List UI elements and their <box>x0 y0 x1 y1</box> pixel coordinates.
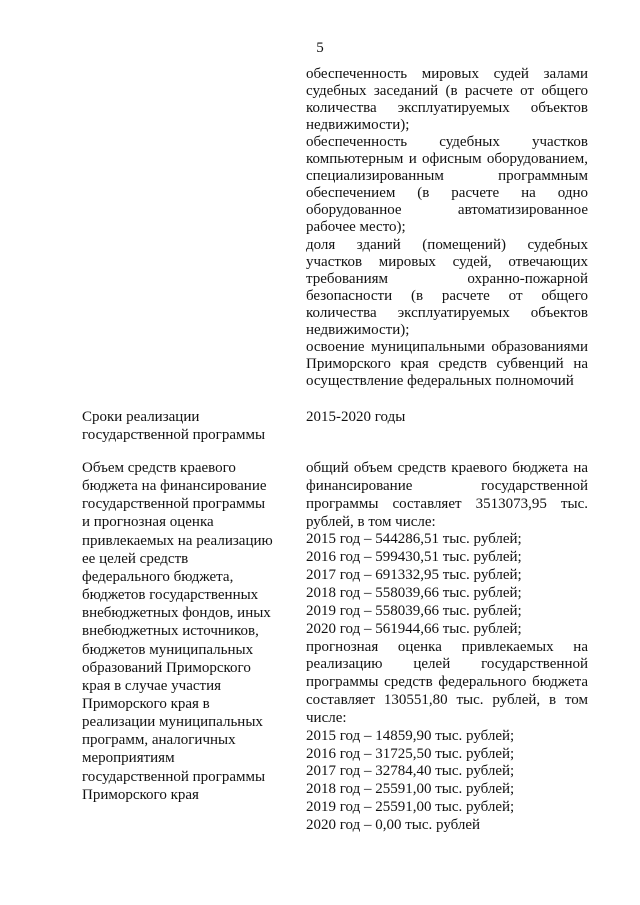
indicator-line: компьютерным и офисным оборудованием, <box>306 151 588 168</box>
funding-label-line: внебюджетных фондов, иных <box>82 605 271 622</box>
funding-value-line: 2017 год – 32784,40 тыс. рублей; <box>306 763 515 780</box>
indicator-line: требованиям охранно-пожарной <box>306 270 588 287</box>
funding-label-line: бюджета на финансирование <box>82 478 267 495</box>
indicator-line: судебных заседаний (в расчете от общего <box>306 83 588 100</box>
indicator-line: Приморского края средств субвенций на <box>306 355 588 372</box>
funding-label-line: Объем средств краевого <box>82 460 236 476</box>
indicator-line: недвижимости); <box>306 321 410 338</box>
indicator-line: доля зданий (помещений) судебных <box>306 236 588 253</box>
indicator-line: участков мировых судей, отвечающих <box>306 253 588 270</box>
indicator-line: безопасности (в расчете от общего <box>306 287 588 304</box>
funding-label-line: реализации муниципальных <box>82 714 263 731</box>
funding-value-line: финансирование государственной <box>306 477 588 494</box>
indicator-line: обеспеченность мировых судей залами <box>306 66 588 82</box>
funding-value-line: 2015 год – 544286,51 тыс. рублей; <box>306 531 522 548</box>
funding-value-line: 2020 год – 0,00 тыс. рублей <box>306 817 481 833</box>
funding-label-line: привлекаемых на реализацию <box>82 532 273 549</box>
funding-value-line: 2019 год – 558039,66 тыс. рублей; <box>306 602 522 619</box>
funding-value-line: числе: <box>306 709 347 726</box>
funding-label-line: образований Приморского <box>82 659 251 676</box>
funding-value-line: 2015 год – 14859,90 тыс. рублей; <box>306 727 515 744</box>
funding-label-line: внебюджетных источников, <box>82 623 259 640</box>
funding-value-line: общий объем средств краевого бюджета на <box>306 460 588 476</box>
indicator-line: количества эксплуатируемых объектов <box>306 304 588 321</box>
funding-value-line: 2020 год – 561944,66 тыс. рублей; <box>306 620 522 637</box>
indicator-line: осуществление федеральных полномочий <box>306 372 574 389</box>
funding-label-line: Приморского края в <box>82 695 210 712</box>
page-number: 5 <box>316 40 324 56</box>
funding-label-line: мероприятиям <box>82 750 175 767</box>
funding-label-line: бюджетов государственных <box>82 587 259 604</box>
indicator-line: освоение муниципальными образованиями <box>306 338 588 355</box>
funding-value-line: 2018 год – 25591,00 тыс. рублей; <box>306 781 515 798</box>
funding-label-line: Приморского края <box>82 786 199 803</box>
terms-label-line: Сроки реализации <box>82 409 200 425</box>
funding-value-line: программы составляет 3513073,95 тыс. <box>306 495 588 512</box>
funding-value-line: программы средств федерального бюджета <box>306 674 588 691</box>
indicator-line: рабочее место); <box>306 219 406 236</box>
funding-label-line: программ, аналогичных <box>82 732 236 749</box>
indicator-line: обеспечением (в расчете на одно <box>306 185 588 202</box>
indicator-line: количества эксплуатируемых объектов <box>306 100 588 117</box>
funding-label-line: ее целей средств <box>82 550 189 567</box>
funding-label-line: федерального бюджета, <box>82 568 234 585</box>
funding-label-line: государственной программы <box>82 768 266 785</box>
indicator-line: оборудованное автоматизированное <box>306 202 588 219</box>
funding-value-line: 2019 год – 25591,00 тыс. рублей; <box>306 799 515 816</box>
terms-value: 2015-2020 годы <box>306 409 406 425</box>
funding-label-line: государственной программы <box>82 496 266 513</box>
funding-label-line: края в случае участия <box>82 677 222 694</box>
indicator-line: недвижимости); <box>306 117 410 134</box>
funding-value-line: прогнозная оценка привлекаемых на <box>306 638 588 655</box>
funding-value-line: составляет 130551,80 тыс. рублей, в том <box>306 692 588 709</box>
funding-value-line: 2018 год – 558039,66 тыс. рублей; <box>306 584 522 601</box>
indicator-line: обеспеченность судебных участков <box>306 134 588 151</box>
funding-label-line: бюджетов муниципальных <box>82 641 254 658</box>
funding-value-line: рублей, в том числе: <box>306 513 436 530</box>
funding-value-line: реализацию целей государственной <box>306 656 588 673</box>
terms-label-line: государственной программы <box>82 427 266 443</box>
funding-value-line: 2016 год – 599430,51 тыс. рублей; <box>306 549 522 566</box>
funding-value-line: 2016 год – 31725,50 тыс. рублей; <box>306 745 515 762</box>
indicator-line: специализированным программным <box>306 168 588 185</box>
funding-value-line: 2017 год – 691332,95 тыс. рублей; <box>306 567 522 584</box>
funding-label-line: и прогнозная оценка <box>82 514 214 531</box>
